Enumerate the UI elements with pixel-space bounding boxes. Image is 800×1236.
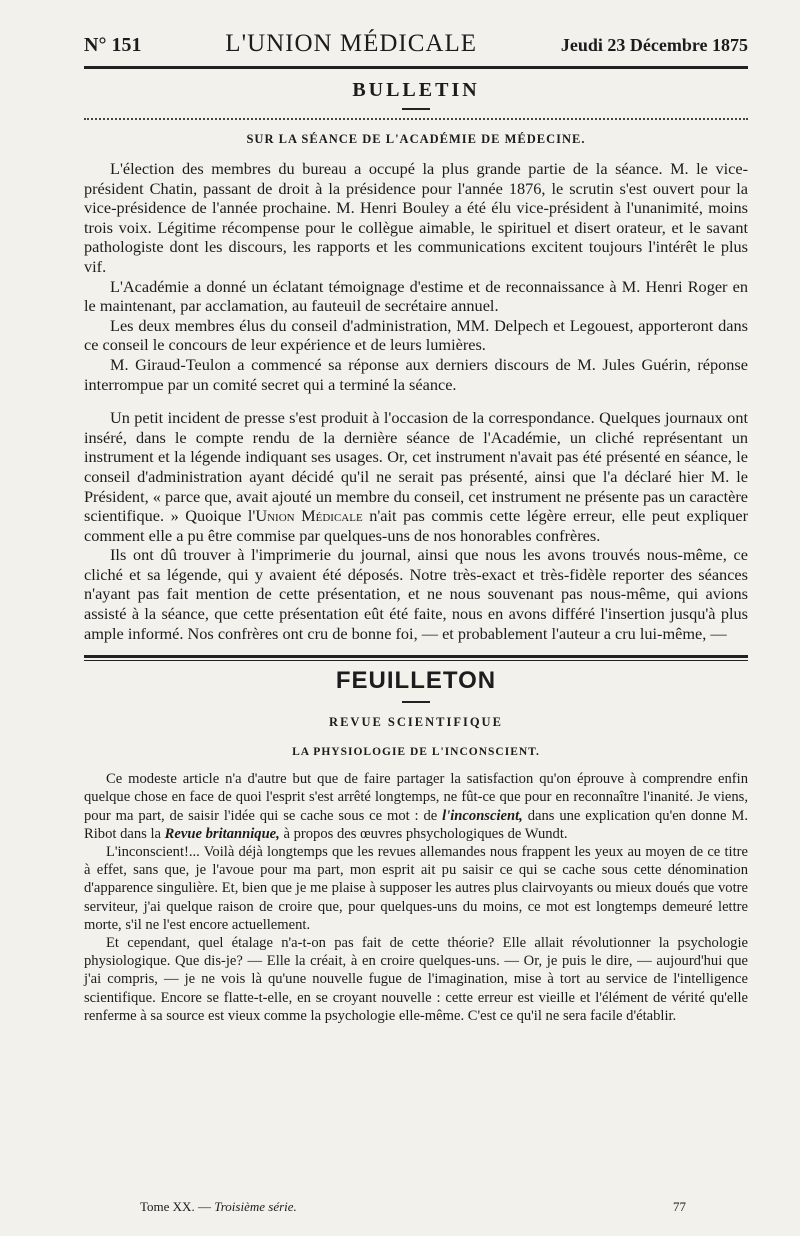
text-run: à propos des œuvres phsychologiques de Wundt. [279,825,568,842]
emphasis-revue: Revue britannique, [164,825,280,842]
issue-number: N° 151 [84,34,142,56]
feuilleton-paragraph: L'inconscient!... Voilà déjà longtemps que les revues allemandes nous frappent les yeux au moyen de ce titre à effet, sans que, je l'avoue pour ma part, mon esprit ait pu saisir ce qui se cache sous cette dénomination d'apparence singulière. Et, bien que je me plaise à supposer les autres plus clairvoyants ou mieux doués que votre serviteur, j'ai quelque raison de croire que, pour quelques-uns du moins, ce mot est longtemps demeuré lettre morte, s'il ne l'est encore actuellement. [84,844,748,933]
bulletin-paragraph: M. Giraud-Teulon a commencé sa réponse aux derniers discours de M. Jules Guérin, réponse interrompue par un comité secret qui a terminé la séance. [84,354,748,394]
bulletin-title: BULLETIN [352,79,480,101]
footer-volume [140,1199,297,1215]
issue-date: Jeudi 23 Décembre 1875 [560,35,748,55]
feuilleton-body [84,770,748,1025]
footer-tome: Tome XX. — [140,1199,215,1214]
incident-text-after: n'ait pas commis cette légère erreur, elle peut expliquer comment elle a pu être commise par quelques-uns de nos honorables confrères. [84,506,748,545]
revue-heading: REVUE SCIENTIFIQUE [329,715,503,730]
feuilleton-dash [402,701,430,703]
bulletin-paragraph: L'Académie a donné un éclatant témoignage d'estime et de reconnaissance à M. Henri Roger en le maintenant, par acclamation, au fauteuil de secrétaire annuel. [84,276,748,316]
incident-paragraph [84,408,748,545]
feuilleton-title: FEUILLETON [335,667,497,695]
title-dash [402,108,430,110]
journal-title: L'UNION MÉDICALE [225,30,478,57]
bulletin-paragraph: Ils ont dû trouver à l'imprimerie du journal, ainsi que nous les avons trouvés nous-même, ce cliché et sa légende, qui y avaient été déposés. Notre très-exact et très-fidèle reporter des séances n'ayant pas fait mention de cette présentation, et ne nous souvenant pas nous-même, qui avions assisté à la séance, que cette présentation eût été faite, nous en avons différé l'insertion jusqu'à plus ample informé. Nos confrères ont cru de bonne foi, — et probablement l'auteur a cru lui-même, — [84,545,748,643]
incident-text-before: Un petit incident de presse s'est produit à l'occasion de la correspondance. Quelques journaux ont inséré, dans le compte rendu de la dernière séance de l'Académie, un cliché représentant un instrument et la légende indiquant ses usages. Or, cet instrument n'avait pas été présenté en séance, le conseil d'administration ayant décidé qu'il ne serait pas présenté, ainsi que l'a déclaré hier M. le Président, « parce que, avait ajouté un membre du conseil, cet instrument ne présente pas un caractère scientifique. » Quoique l' [84,408,748,526]
feuilleton-paragraph [84,770,748,843]
text-run: dans une explication qu'en donne M. Ribot dans la [84,807,749,842]
journal-name-smallcaps: Union Médicale [255,506,363,526]
bulletin-subtitle: SUR LA SÉANCE DE L'ACADÉMIE DE MÉDECINE. [246,132,586,146]
page-number: 77 [673,1199,686,1214]
article-subtitle: LA PHYSIOLOGIE DE L'INCONSCIENT. [292,746,540,759]
text-run: Ce modeste article n'a d'autre but que de faire partager la satisfaction qu'on éprouve à comprendre enfin quelque chose en face de quoi l'esprit s'est arrêté longtemps, ne fût-ce que pour en reconnaître l'inanité. Je viens, pour ma part, de saisir l'idée qui se cache sous ce mot : de [84,771,748,824]
page-footer [140,1199,686,1215]
page-header [84,30,748,58]
footer-series: Troisième série. [214,1199,297,1214]
dotted-divider [84,118,748,120]
bulletin-paragraph: Les deux membres élus du conseil d'administration, MM. Delpech et Legouest, apporteront dans ce conseil le concours de leur expérience et de leurs lumières. [84,315,748,355]
feuilleton-divider [84,655,748,661]
feuilleton-paragraph: Et cependant, quel étalage n'a-t-on pas fait de cette théorie? Elle allait révolutionner la psychologie physiologique. Que dis-je? — Elle la créait, à en croire quelques-uns. — Or, je puis le dire, — aujourd'hui que j'ai compris, — je ne vois là qu'une nouvelle fugue de l'imagination, mise à tort au service de l'intelligence scientifique. Encore se flatte-t-elle, en se croyant nouvelle : cette erreur est vieille et l'élément de vérité qu'elle renferme à sa source est vieux comme la psychologie elle-même. C'est ce qu'il ne sera facile d'établir. [84,935,748,1024]
bulletin-body [84,159,748,643]
header-rule [84,66,748,69]
emphasis-inconscient: l'inconscient, [442,807,523,824]
bulletin-paragraph: L'élection des membres du bureau a occupé la plus grande partie de la séance. M. le vice-président Chatin, passant de droit à la présidence pour l'année 1876, le scrutin s'est ouvert pour la vice-présidence de l'année prochaine. M. Henri Bouley a été élu vice-président à l'unanimité, moins trois voix. Légitime récompense pour le collègue aimable, le spirituel et disert orateur, et le savant pathologiste dont les discours, les rapports et les communications excitent toujours l'intérêt le plus vif. [84,159,748,276]
